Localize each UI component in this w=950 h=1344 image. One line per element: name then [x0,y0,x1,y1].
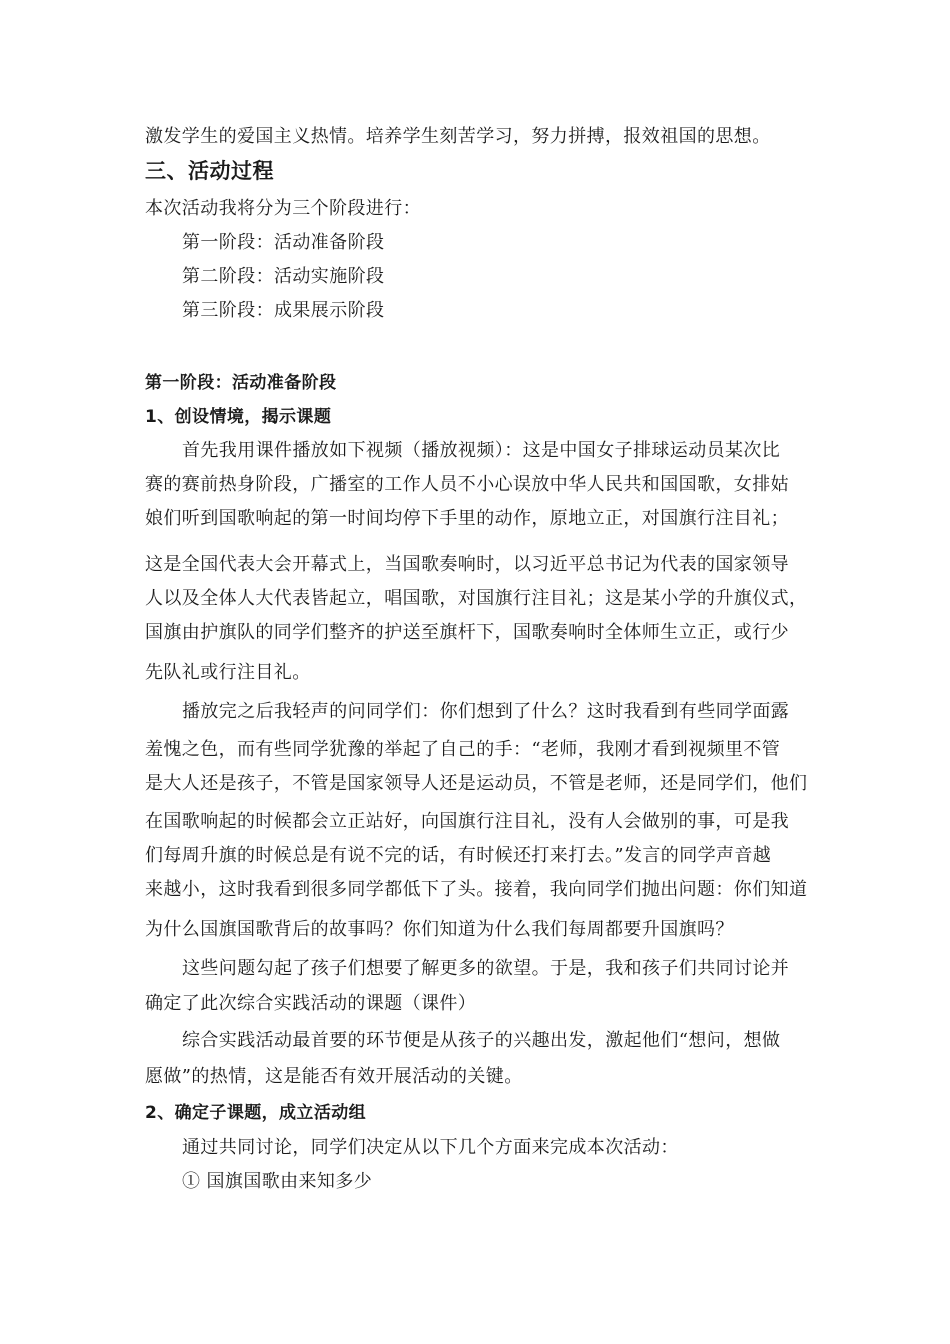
stage-item-1: 第一阶段：活动准备阶段 [182,232,385,253]
para5: 通过共同讨论，同学们决定从以下几个方面来完成本次活动： [182,1137,679,1158]
para2-line: 来越小，这时我看到很多同学都低下了头。接着，我向同学们抛出问题：你们知道 [145,879,808,900]
para3-line: 确定了此次综合实践活动的课题（课件） [145,993,477,1014]
intro-line: 激发学生的爱国主义热情。培养学生刻苦学习，努力拼搏，报效祖国的思想。 [145,126,771,147]
stage-item-2: 第二阶段：活动实施阶段 [182,266,385,287]
list-item-1: ① 国旗国歌由来知多少 [182,1171,373,1192]
para1-line: 赛的赛前热身阶段，广播室的工作人员不小心误放中华人民共和国国歌，女排姑 [145,474,789,495]
para4-line: 愿做”的热情，这是能否有效开展活动的关键。 [145,1066,523,1087]
para3-line: 这些问题勾起了孩子们想要了解更多的欲望。于是，我和孩子们共同讨论并 [182,958,790,979]
para2-line: 在国歌响起的时候都会立正站好，向国旗行注目礼，没有人会做别的事，可是我 [145,811,789,832]
para1-line: 这是全国代表大会开幕式上，当国歌奏响时，以习近平总书记为代表的国家领导 [145,554,789,575]
para1-line: 先队礼或行注目礼。 [145,662,311,683]
para2-line: 们每周升旗的时候总是有说不完的话，有时候还打来打去。”发言的同学声音越 [145,845,772,866]
section-title: 三、活动过程 [145,159,274,183]
sub2-heading: 2、确定子课题，成立活动组 [145,1103,367,1123]
stage-item-3: 第三阶段：成果展示阶段 [182,300,385,321]
para2-line: 羞愧之色，而有些同学犹豫的举起了自己的手：“老师，我刚才看到视频里不管 [145,739,781,760]
para1-line: 国旗由护旗队的同学们整齐的护送至旗杆下，国歌奏响时全体师生立正，或行少 [145,622,789,643]
para1-line: 人以及全体人大代表皆起立，唱国歌，对国旗行注目礼；这是某小学的升旗仪式， [145,588,808,609]
para2-line: 是大人还是孩子，不管是国家领导人还是运动员，不管是老师，还是同学们，他们 [145,773,808,794]
para1-line: 娘们听到国歌响起的第一时间均停下手里的动作，原地立正，对国旗行注目礼； [145,508,789,529]
para4-line: 综合实践活动最首要的环节便是从孩子的兴趣出发，激起他们“想问，想做 [182,1030,781,1051]
para1-line: 首先我用课件播放如下视频（播放视频）：这是中国女子排球运动员某次比 [182,440,781,461]
para2-line: 播放完之后我轻声的问同学们：你们想到了什么？这时我看到有些同学面露 [182,701,790,722]
stage1-heading: 第一阶段：活动准备阶段 [145,373,337,393]
stages-intro: 本次活动我将分为三个阶段进行： [145,198,421,219]
sub1-heading: 1、创设情境，揭示课题 [145,407,332,427]
para2-line: 为什么国旗国歌背后的故事吗？你们知道为什么我们每周都要升国旗吗？ [145,919,734,940]
